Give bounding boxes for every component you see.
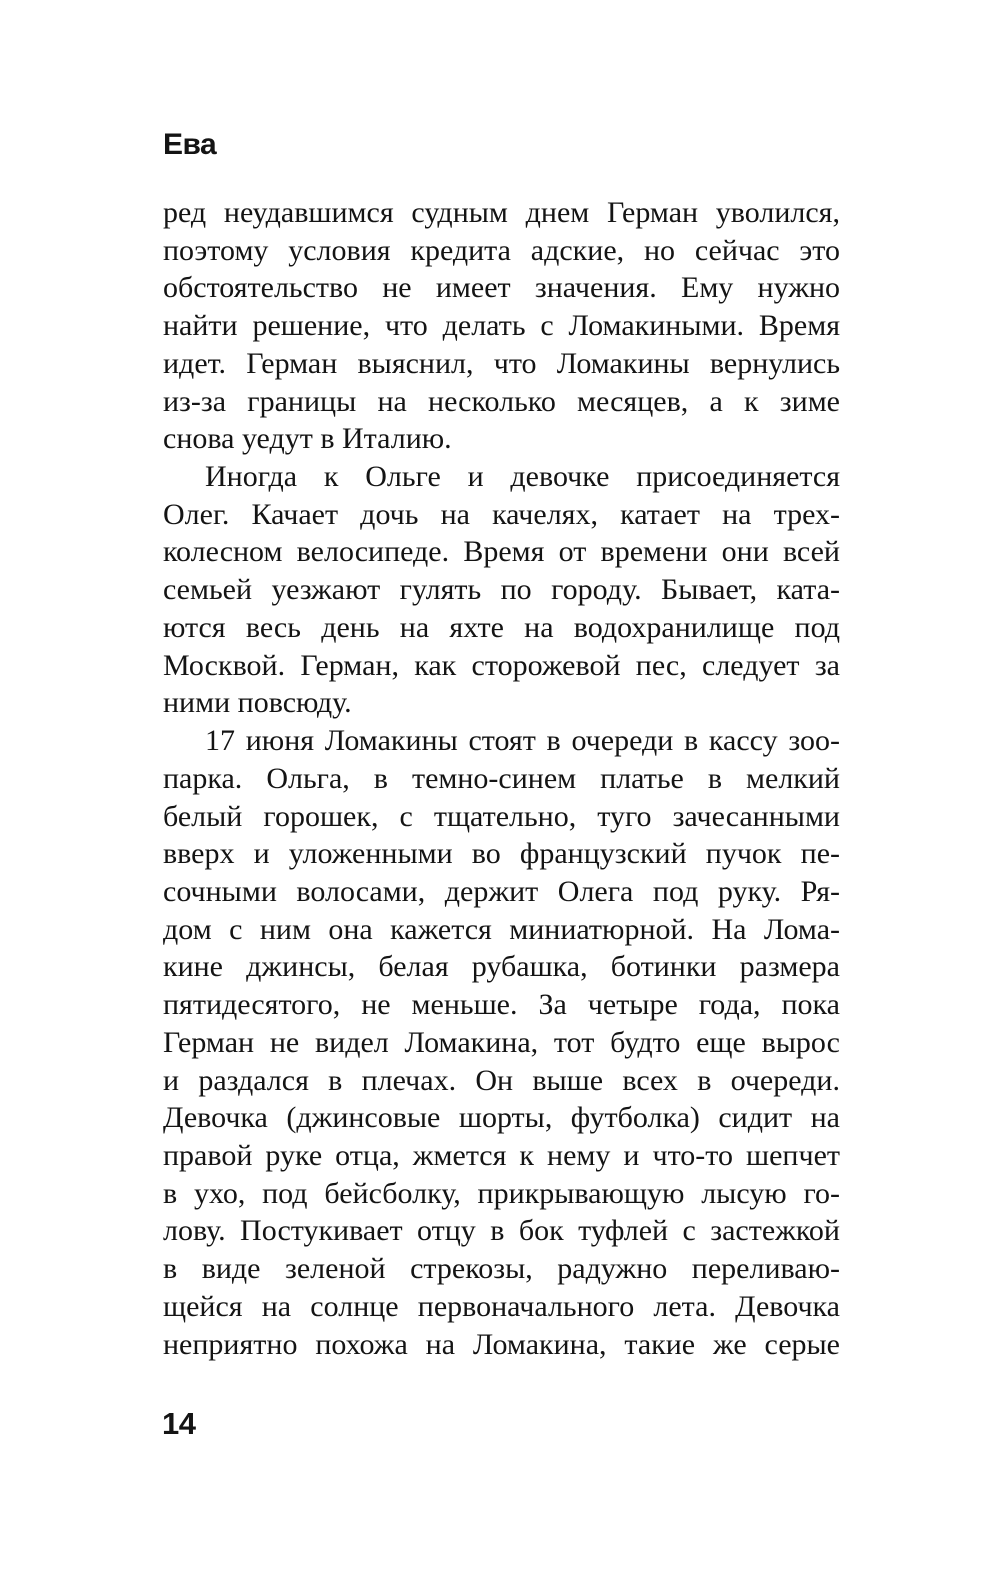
text-line: в виде зеленой стрекозы, радужно переливаю- — [163, 1252, 840, 1286]
text-line: обстоятельство не имеет значения. Ему нужно — [163, 271, 840, 305]
text-line: колесном велосипеде. Время от времени они всей — [163, 535, 840, 569]
text-line: Девочка (джинсовые шорты, футболка) сидит на — [163, 1101, 840, 1135]
text-line: идет. Герман выяснил, что Ломакины вернулись — [163, 346, 840, 380]
text-line: лову. Постукивает отцу в бок туфлей с застежкой — [163, 1214, 840, 1248]
paragraph — [163, 194, 840, 458]
text-line: Иногда к Ольге и девочке присоединяется — [205, 460, 840, 494]
text-line: пятидесятого, не меньше. За четыре года, пока — [163, 988, 840, 1022]
paragraph — [163, 458, 840, 722]
text-line: поэтому условия кредита адские, но сейчас это — [163, 233, 840, 267]
text-line: найти решение, что делать с Ломакиными. Время — [163, 309, 840, 343]
text-line: ред неудавшимся судным днем Герман уволился, — [163, 196, 840, 229]
text-line: парка. Ольга, в темно-синем платье в мелкий — [163, 761, 840, 795]
text-line: снова уедут в Италию. — [163, 422, 452, 456]
text-line: вверх и уложенными во французский пучок пе- — [163, 837, 840, 871]
text-line: дом с ним она кажется миниатюрной. На Лома- — [163, 912, 840, 946]
text-line: белый горошек, с тщательно, туго зачесанными — [163, 799, 840, 833]
text-line: неприятно похожа на Ломакина, такие же серые — [163, 1327, 840, 1361]
paragraph — [163, 722, 840, 1363]
text-line: в ухо, под бейсболку, прикрывающую лысую го- — [163, 1176, 840, 1210]
text-line: ними повсюду. — [163, 686, 352, 720]
text-line: Олег. Качает дочь на качелях, катает на трех- — [163, 497, 840, 531]
text-line: 17 июня Ломакины стоят в очереди в кассу зоо- — [205, 724, 840, 758]
text-line: ются весь день на яхте на водохранилище под — [163, 610, 840, 644]
text-line: кине джинсы, белая рубашка, ботинки размера — [163, 950, 840, 984]
text-line: Москвой. Герман, как сторожевой пес, следует за — [163, 648, 840, 682]
body-text — [163, 194, 840, 1363]
text-line: правой руке отца, жмется к нему и что-то шепчет — [163, 1138, 840, 1172]
page-number: 14 — [162, 1406, 196, 1441]
text-line: семьей уезжают гулять по городу. Бывает, ката- — [163, 573, 840, 607]
text-line: Герман не видел Ломакина, тот будто еще вырос — [163, 1025, 840, 1059]
text-line: из-за границы на несколько месяцев, а к зиме — [163, 384, 840, 418]
text-line: сочными волосами, держит Олега под руку. Ря- — [163, 874, 840, 908]
text-line: и раздался в плечах. Он выше всех в очереди. — [163, 1063, 840, 1097]
text-line: щейся на солнце первоначального лета. Девочка — [163, 1289, 840, 1323]
running-title: Ева — [163, 128, 217, 161]
